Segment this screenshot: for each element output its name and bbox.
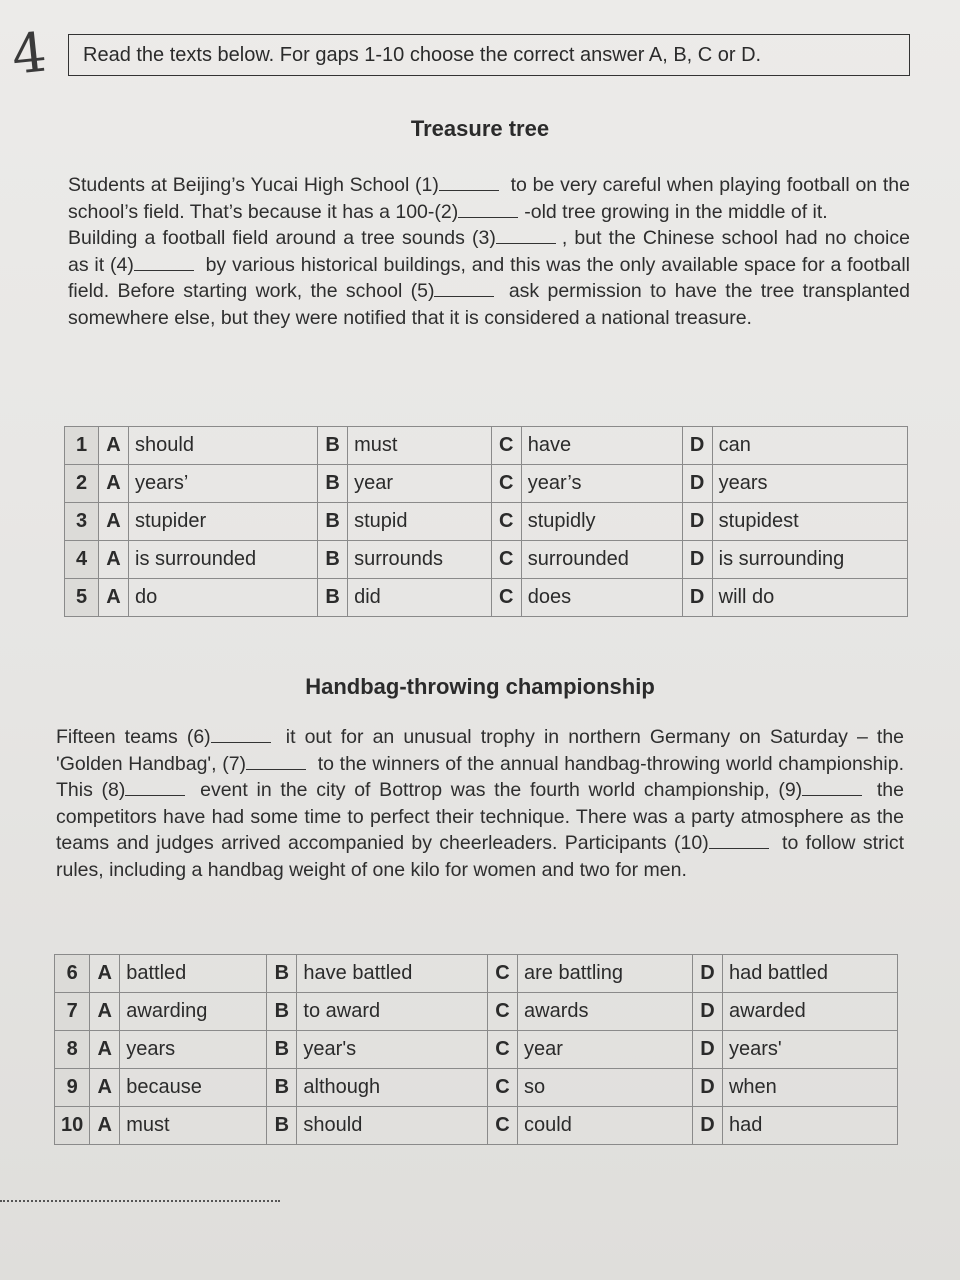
gap-1 — [439, 189, 499, 191]
option-c-text[interactable]: awards — [518, 993, 693, 1031]
option-b-text[interactable]: year — [348, 465, 492, 503]
option-a-text[interactable]: must — [120, 1107, 267, 1145]
option-letter-b: B — [267, 1069, 297, 1107]
option-letter-d: D — [692, 1069, 722, 1107]
option-letter-a: A — [90, 1107, 120, 1145]
gap-3 — [496, 242, 556, 244]
option-d-text[interactable]: will do — [712, 579, 907, 617]
option-letter-a: A — [90, 1031, 120, 1069]
handwritten-page-number: 4 — [8, 20, 50, 87]
text2-part-c: to the winners of the annual handbag-throwing world championship. This (8) — [56, 752, 904, 801]
question-number: 3 — [65, 503, 99, 541]
answer-row-2 — [65, 465, 908, 503]
text2-title: Handbag-throwing championship — [305, 674, 655, 699]
option-a-text[interactable]: do — [129, 579, 318, 617]
option-letter-b: B — [267, 1107, 297, 1145]
option-letter-b: B — [318, 465, 348, 503]
question-number: 6 — [55, 955, 90, 993]
option-a-text[interactable]: awarding — [120, 993, 267, 1031]
option-letter-a: A — [99, 579, 129, 617]
text2-part-f: to follow strict rules, including a handbag weight of one kilo for women and two for men. — [56, 832, 904, 881]
answer-row-6 — [55, 955, 898, 993]
option-letter-d: D — [692, 955, 722, 993]
question-number: 10 — [55, 1107, 90, 1145]
option-letter-c: C — [488, 993, 518, 1031]
option-b-text[interactable]: should — [297, 1107, 488, 1145]
option-c-text[interactable]: could — [518, 1107, 693, 1145]
option-b-text[interactable]: to award — [297, 993, 488, 1031]
option-letter-a: A — [99, 503, 129, 541]
answer-row-4 — [65, 541, 908, 579]
option-letter-b: B — [267, 955, 297, 993]
text1-p2-part-c: by various historical buildings, and this was the only available space for a football field. Before starting work, the school (5) — [68, 253, 911, 302]
text1-p1-part-a: Students at Beijing’s Yucai High School (1) — [68, 174, 439, 196]
option-d-text[interactable]: had battled — [722, 955, 897, 993]
question-number: 4 — [65, 541, 99, 579]
instructions-text: Read the texts below. For gaps 1-10 choose the correct answer A, B, C or D. — [83, 43, 762, 66]
option-letter-d: D — [692, 1107, 722, 1145]
option-a-text[interactable]: years’ — [129, 465, 318, 503]
answer-row-10 — [55, 1107, 898, 1145]
text1-p1-part-c: -old tree growing in the middle of it. — [524, 200, 828, 223]
answer-row-7 — [55, 993, 898, 1031]
option-c-text[interactable]: does — [521, 579, 682, 617]
text1-p2-part-a: Building a football field around a tree sounds (3) — [68, 227, 496, 249]
option-letter-c: C — [488, 955, 518, 993]
option-d-text[interactable]: years — [712, 465, 907, 503]
answer-row-9 — [55, 1069, 898, 1107]
option-b-text[interactable]: must — [348, 427, 492, 465]
text2-part-b: it out for an unusual trophy in northern Germany on Saturday – the 'Golden Handbag', (7) — [56, 726, 905, 775]
option-letter-d: D — [682, 579, 712, 617]
option-c-text[interactable]: have — [521, 427, 682, 465]
option-letter-d: D — [682, 503, 712, 541]
option-letter-c: C — [491, 465, 521, 503]
text1-p2-part-d: ask permission to have the tree transplanted somewhere else, but they were notified that it is considered a national treasure. — [68, 280, 911, 329]
option-letter-c: C — [488, 1069, 518, 1107]
option-letter-d: D — [692, 1031, 722, 1069]
answer-row-1 — [65, 427, 908, 465]
option-letter-b: B — [267, 993, 297, 1031]
option-letter-d: D — [692, 993, 722, 1031]
option-d-text[interactable]: had — [722, 1107, 897, 1145]
option-letter-c: C — [491, 579, 521, 617]
gap-2 — [458, 216, 518, 218]
gap-10 — [709, 847, 769, 849]
text1-body — [68, 172, 910, 331]
text1-paragraph-1 — [68, 172, 910, 225]
option-letter-c: C — [491, 503, 521, 541]
option-b-text[interactable]: although — [297, 1069, 488, 1107]
option-b-text[interactable]: surrounds — [348, 541, 492, 579]
option-c-text[interactable]: so — [518, 1069, 693, 1107]
text1-title: Treasure tree — [410, 116, 550, 141]
option-b-text[interactable]: did — [348, 579, 492, 617]
option-a-text[interactable]: stupider — [129, 503, 318, 541]
option-letter-c: C — [488, 1031, 518, 1069]
question-number: 1 — [65, 427, 99, 465]
option-letter-d: D — [682, 541, 712, 579]
answer-row-3 — [65, 503, 908, 541]
option-d-text[interactable]: stupidest — [712, 503, 907, 541]
option-letter-a: A — [99, 465, 129, 503]
question-number: 7 — [55, 993, 90, 1031]
option-a-text[interactable]: because — [120, 1069, 267, 1107]
question-number: 8 — [55, 1031, 90, 1069]
answer-table-1 — [64, 426, 908, 617]
gap-7 — [246, 768, 306, 770]
question-number: 5 — [65, 579, 99, 617]
option-letter-c: C — [491, 541, 521, 579]
answer-row-8 — [55, 1031, 898, 1069]
option-letter-b: B — [318, 427, 348, 465]
option-c-text[interactable]: stupidly — [521, 503, 682, 541]
option-letter-a: A — [90, 1069, 120, 1107]
option-d-text[interactable]: when — [722, 1069, 897, 1107]
text2-part-d: event in the city of Bottrop was the fourth world championship, (9) — [200, 779, 803, 801]
text2-part-a: Fifteen teams (6) — [56, 726, 211, 748]
text2-body — [56, 724, 904, 883]
option-c-text[interactable]: year’s — [521, 465, 682, 503]
option-letter-d: D — [682, 427, 712, 465]
option-letter-b: B — [318, 579, 348, 617]
text1-p2-part-b: , but the Chinese school had no choice as it (4) — [68, 227, 910, 276]
option-d-text[interactable]: is surrounding — [712, 541, 907, 579]
option-a-text[interactable]: battled — [120, 955, 267, 993]
option-letter-b: B — [318, 541, 348, 579]
question-number: 9 — [55, 1069, 90, 1107]
option-letter-a: A — [99, 541, 129, 579]
option-c-text[interactable]: year — [518, 1031, 693, 1069]
option-a-text[interactable]: should — [129, 427, 318, 465]
option-a-text[interactable]: is surrounded — [129, 541, 318, 579]
text2-paragraph — [56, 724, 904, 883]
dotted-divider — [0, 1200, 280, 1202]
option-d-text[interactable]: can — [712, 427, 907, 465]
text1-paragraph-2 — [68, 225, 910, 331]
option-letter-c: C — [491, 427, 521, 465]
option-letter-c: C — [488, 1107, 518, 1145]
option-letter-b: B — [318, 503, 348, 541]
option-letter-a: A — [99, 427, 129, 465]
gap-5 — [434, 295, 494, 297]
option-letter-a: A — [90, 955, 120, 993]
gap-4 — [134, 269, 194, 271]
option-c-text[interactable]: are battling — [518, 955, 693, 993]
option-a-text[interactable]: years — [120, 1031, 267, 1069]
option-letter-b: B — [267, 1031, 297, 1069]
option-c-text[interactable]: surrounded — [521, 541, 682, 579]
option-b-text[interactable]: stupid — [348, 503, 492, 541]
answer-table-2 — [54, 954, 898, 1145]
gap-6 — [211, 741, 271, 743]
option-letter-d: D — [682, 465, 712, 503]
instructions-box — [68, 34, 910, 76]
text1-p1-part-b: to be very careful when playing football on the school’s field. That’s because it has a 100-(2) — [68, 174, 910, 223]
option-d-text[interactable]: years' — [722, 1031, 897, 1069]
answer-row-5 — [65, 579, 908, 617]
option-b-text[interactable]: year's — [297, 1031, 488, 1069]
question-number: 2 — [65, 465, 99, 503]
option-b-text[interactable]: have battled — [297, 955, 488, 993]
text2-part-e: the competitors have had some time to perfect their technique. There was a party atmosphere as the teams and judges arrived accompanied by cheerleaders. Participants (10) — [56, 779, 904, 854]
option-d-text[interactable]: awarded — [722, 993, 897, 1031]
option-letter-a: A — [90, 993, 120, 1031]
gap-8 — [125, 794, 185, 796]
gap-9 — [802, 794, 862, 796]
